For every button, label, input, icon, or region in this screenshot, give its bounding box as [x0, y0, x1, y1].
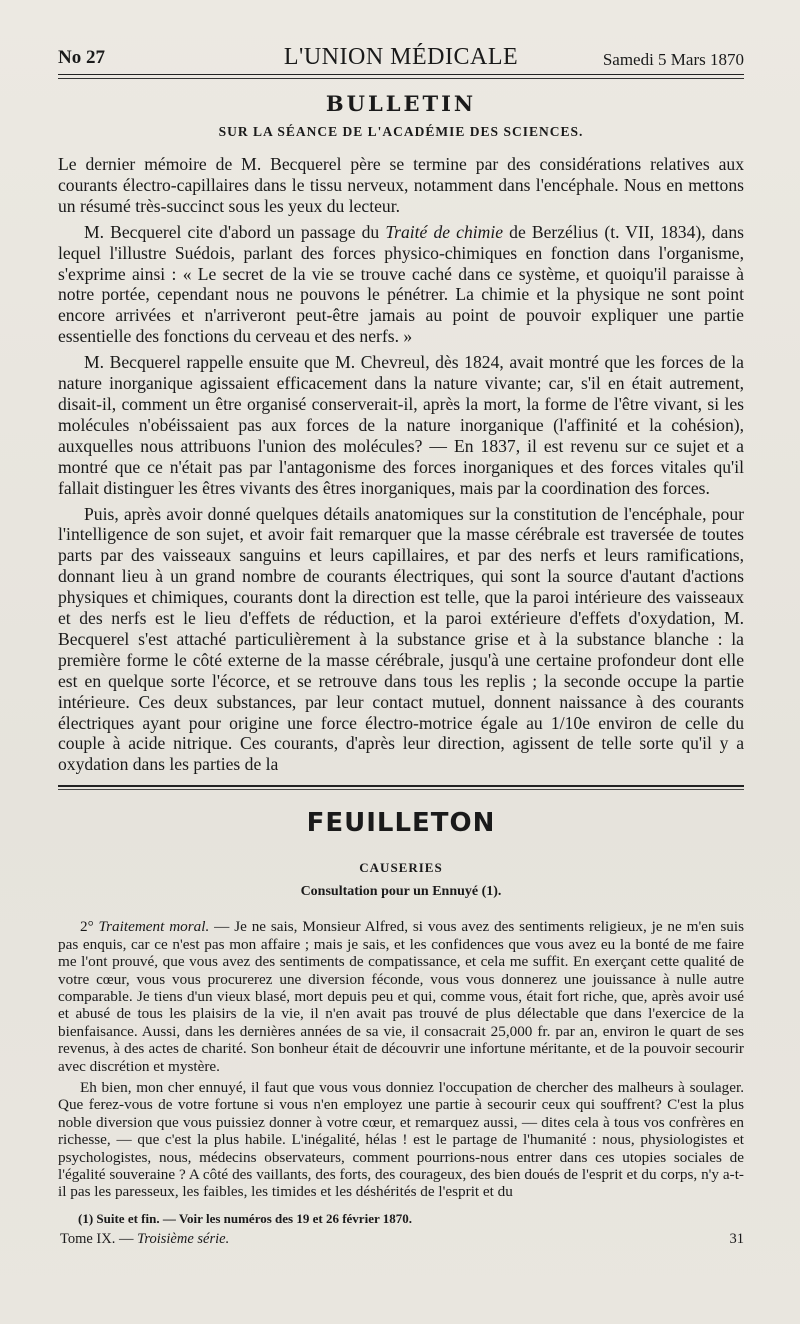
journal-title: L'UNION MÉDICALE	[283, 44, 519, 70]
feuilleton-body	[58, 918, 744, 1201]
volume-info: Tome IX. — Troisième série.	[60, 1230, 230, 1247]
issue-number: No 27	[58, 47, 105, 68]
bulletin-subtitle: SUR LA SÉANCE DE L'ACADÉMIE DES SCIENCES.	[218, 124, 584, 139]
bulletin-paragraph-3: M. Becquerel rappelle ensuite que M. Chevreul, dès 1824, avait montré que les forces de la nature inorganique agissaient efficacement dans la nature vivante; car, s'il en était autrement, disait-il, comment un être organisé conserverait-il, après la mort, la forme de l'être vivant, si les molécules n'obéissaient pas aux forces de la nature inorganique (l'affinité et la cohésion), auxquelles nous attribuons l'union des molécules? — En 1837, il est revenu sur ce sujet et a montré que ce n'était pas par l'antagonisme des forces inorganiques et des forces vitales qu'il fallait distinguer les êtres vivants des êtres inorganiques, mais par la coordination des forces.	[58, 352, 744, 498]
book-title: Traité de chimie	[385, 221, 504, 242]
section-divider	[58, 785, 744, 787]
footnote: (1) Suite et fin. — Voir les numéros des 19 et 26 février 1870.	[78, 1210, 412, 1226]
issue-date: Samedi 5 Mars 1870	[602, 50, 744, 69]
bulletin-paragraph-4: Puis, après avoir donné quelques détails anatomiques sur la constitution de l'encéphale, pour l'intelligence de son sujet, et avoir fait remarquer que la masse cérébrale est traversée de toutes parts par des vaisseaux sanguins et leurs capillaires, et par des nerfs et leurs ramifications, donnant lieu à un grand nombre de courants électriques, qui sont la source d'autant d'actions physiques et chimiques, courants dont la direction est telle, que la paroi intérieure des vaisseaux et des nerfs est le lieu d'effets de réduction, et la paroi extérieure d'effets d'oxydation, M. Becquerel s'est attaché particulièrement à la substance grise et à la substance blanche : la première forme le côté externe de la masse cérébrale, jusqu'à une certaine profondeur dont elle est en quelque sorte l'écorce, et se retrouve dans tous les replis ; la seconde occupe la partie intérieure. Ces deux substances, par leur contact mutuel, donnent naissance à des courants électriques ayant pour origine une force électro-motrice égale au 1/10e environ de celle du couple à acide nitrique. Ces courants, d'après leur direction, agissent de telle sorte qu'il y a oxydation dans les parties de la	[58, 503, 744, 775]
section-divider-secondary	[58, 789, 744, 790]
feuilleton-paragraph-1: 2° Traitement moral. — Je ne sais, Monsieur Alfred, si vous avez des sentiments religieux, je ne m'en suis pas enquis, car ce n'est pas mon affaire ; mais je sais, et les confidences que vous avez eu la bonté de me faire me l'ont prouvé, que vous avez des sentiments de compatissance, et cela me suffit. En exerçant cette qualité de votre cœur, vous vous procurerez une diversion féconde, vous vous donnerez une jouissance à nulle autre comparable. Je tiens d'un vieux blasé, mort depuis peu et qui, comme vous, était fort riche, que, après avoir usé et abusé de tous les plaisirs de la vie, il n'en avait pas trouvé de plus délectable que dans l'exercice de la bienfaisance. Aussi, dans les dernières années de sa vie, il consacrait 25,000 fr. par an, environ le quart de ses revenus, à des actes de charité. Son bonheur était de découvrir une infortune méritante, et de la pouvoir secourir avec discrétion et mystère.	[58, 918, 745, 1075]
causeries-heading: CAUSERIES	[359, 860, 443, 876]
bulletin-body	[58, 154, 744, 775]
consultation-heading: Consultation pour un Ennuyé (1).	[300, 884, 502, 900]
page-number: 31	[729, 1230, 744, 1247]
masthead-rule	[58, 78, 744, 79]
page-footer	[58, 1231, 744, 1248]
bulletin-paragraph-2: M. Becquerel cite d'abord un passage du Traité de chimie de Berzélius (t. VII, 1834), dans lequel l'illustre Suédois, parlant des forces physico-chimiques en fonction dans l'organisme, s'exprime ainsi : « Le secret de la vie se trouve caché dans ce système, et quoiqu'il paraisse à notre portée, cependant nous ne pouvons le pénétrer. La chimie et la physique ne sont point encore arrivées et n'arriveront peut-être jamais au point de pouvoir expliquer une partie essentielle des fonctions du cerveau et des nerfs. »	[58, 221, 744, 347]
bulletin-title: BULLETIN	[325, 91, 477, 116]
masthead	[58, 0, 744, 75]
bulletin-paragraph-1: Le dernier mémoire de M. Becquerel père se termine par des considérations relatives aux courants électro-capillaires dans le tissu nerveux, notamment dans l'encéphale. Nous en mettons un résumé très-succinct sous les yeux du lecteur.	[58, 154, 744, 216]
feuilleton-title: FEUILLETON	[306, 808, 496, 839]
feuilleton-paragraph-2: Eh bien, mon cher ennuyé, il faut que vous vous donniez l'occupation de chercher des malheurs à soulager. Que ferez-vous de votre fortune si vous n'en employez une partie à secourir ceux qui souffrent? C'est la plus noble diversion que vous puissiez donner à votre cœur, et remarquez aussi, — dites cela à tous vos confrères en richesse, — que c'est la plus habile. L'inégalité, hélas ! est le partage de l'humanité : nous, physiologistes et psychologistes, nous, médecins observateurs, comment pourrions-nous entrer dans ces utopies sociales de l'égalité souveraine ? A côté des vaillants, des forts, des courageux, des bien doués de l'esprit et du corps, n'y a-t-il pas les paresseux, les faibles, les timides et les déshérités de l'esprit et du	[58, 1078, 744, 1201]
